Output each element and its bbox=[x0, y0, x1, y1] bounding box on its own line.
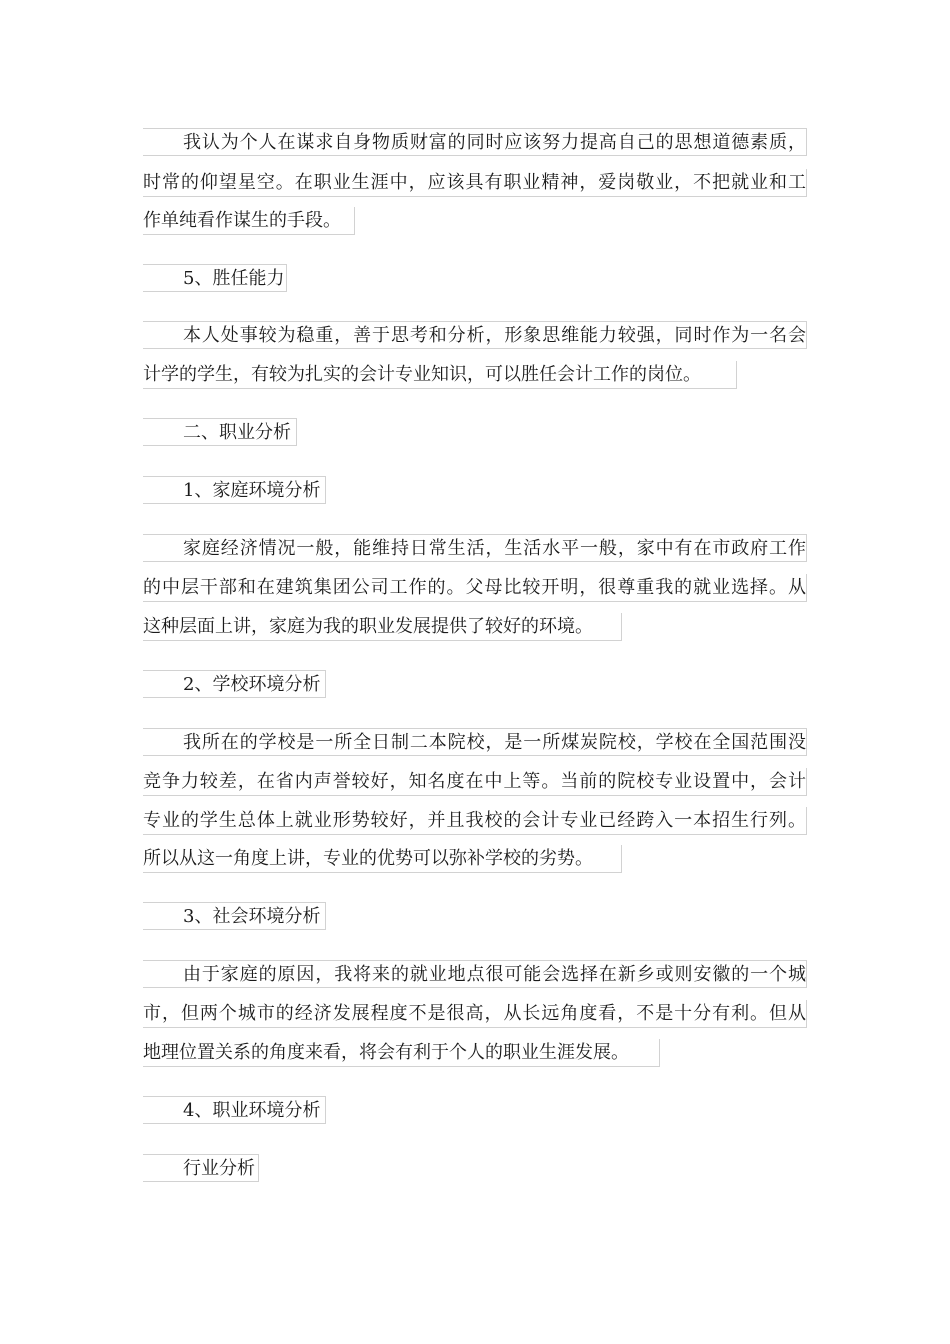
paragraph-line: 我认为个人在谋求自身物质财富的同时应该努力提高自己的思想道德素质， bbox=[143, 128, 807, 156]
section-heading: 行业分析 bbox=[143, 1154, 259, 1182]
paragraph-line: 这种层面上讲，家庭为我的职业发展提供了较好的环境。 bbox=[143, 613, 622, 641]
paragraph-line: 时常的仰望星空。在职业生涯中，应该具有职业精神，爱岗敬业，不把就业和工 bbox=[143, 169, 807, 197]
paragraph-line: 由于家庭的原因，我将来的就业地点很可能会选择在新乡或则安徽的一个城 bbox=[143, 960, 807, 988]
section-heading: 4、职业环境分析 bbox=[143, 1096, 326, 1124]
paragraph-line: 本人处事较为稳重，善于思考和分析，形象思维能力较强，同时作为一名会 bbox=[143, 321, 807, 349]
paragraph-line: 竞争力较差，在省内声誉较好，知名度在中上等。当前的院校专业设置中，会计 bbox=[143, 768, 807, 796]
paragraph-line: 市，但两个城市的经济发展程度不是很高，从长远角度看，不是十分有利。但从 bbox=[143, 1000, 807, 1028]
paragraph-line: 家庭经济情况一般，能维持日常生活，生活水平一般，家中有在市政府工作 bbox=[143, 534, 807, 562]
paragraph-line: 作单纯看作谋生的手段。 bbox=[143, 207, 355, 235]
paragraph-line: 专业的学生总体上就业形势较好，并且我校的会计专业已经跨入一本招生行列。 bbox=[143, 807, 807, 835]
paragraph-line: 所以从这一角度上讲，专业的优势可以弥补学校的劣势。 bbox=[143, 845, 622, 873]
paragraph-line: 的中层干部和在建筑集团公司工作的。父母比较开明，很尊重我的就业选择。从 bbox=[143, 574, 807, 602]
section-heading: 5、胜任能力 bbox=[143, 264, 287, 292]
paragraph-line: 计学的学生，有较为扎实的会计专业知识，可以胜任会计工作的岗位。 bbox=[143, 361, 737, 389]
section-heading: 3、社会环境分析 bbox=[143, 902, 326, 930]
section-heading: 2、学校环境分析 bbox=[143, 670, 326, 698]
section-heading: 1、家庭环境分析 bbox=[143, 476, 326, 504]
section-heading: 二、职业分析 bbox=[143, 418, 297, 446]
paragraph-line: 地理位置关系的角度来看，将会有利于个人的职业生涯发展。 bbox=[143, 1039, 660, 1067]
paragraph-line: 我所在的学校是一所全日制二本院校，是一所煤炭院校，学校在全国范围没 bbox=[143, 728, 807, 756]
